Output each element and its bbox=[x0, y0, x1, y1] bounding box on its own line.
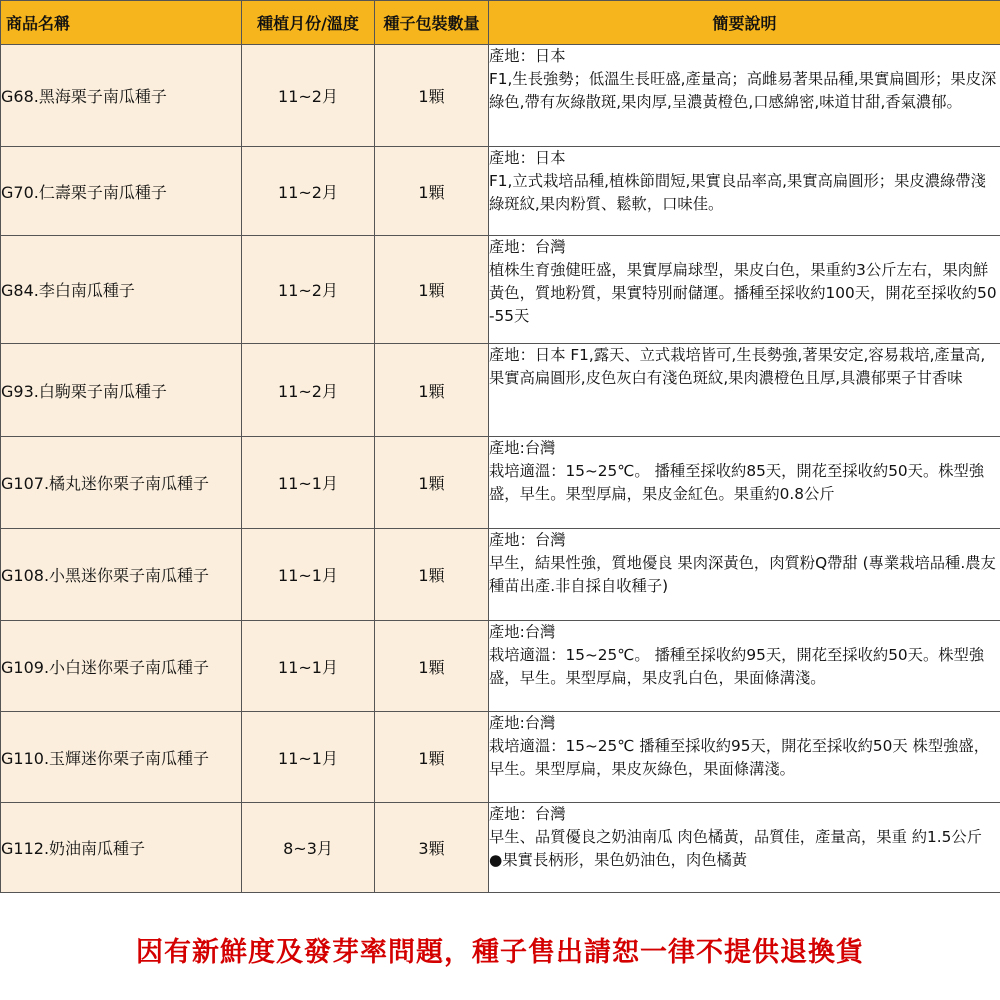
package-quantity: 1顆 bbox=[375, 147, 489, 236]
table-row bbox=[1, 712, 1000, 803]
package-quantity: 1顆 bbox=[375, 236, 489, 344]
planting-month: 11~2月 bbox=[242, 45, 375, 147]
planting-month: 11~1月 bbox=[242, 712, 375, 803]
table-row bbox=[1, 437, 1000, 529]
table-row bbox=[1, 45, 1000, 147]
description-origin: 產地:台灣 bbox=[489, 714, 556, 732]
description-origin: 產地：日本 bbox=[489, 149, 566, 167]
description-detail: 早生，結果性強，質地優良 果肉深黃色，肉質粉Q帶甜 (專業栽培品種.農友種苗出產.非自採自收種子) bbox=[489, 554, 996, 595]
header-planting-month: 種植月份/溫度 bbox=[242, 1, 375, 45]
description-origin: 產地:台灣 bbox=[489, 439, 556, 457]
description bbox=[489, 236, 1000, 344]
package-quantity: 1顆 bbox=[375, 437, 489, 529]
product-name: G108.小黑迷你栗子南瓜種子 bbox=[1, 529, 242, 621]
table-row bbox=[1, 621, 1000, 712]
description-origin: 產地：日本 F1,露天、立式栽培皆可,生長勢強,著果安定,容易栽培,產量高,果實高扁圓形,皮色灰白有淺色斑紋,果肉濃橙色且厚,具濃郁栗子甘香味 bbox=[489, 346, 986, 387]
table-row bbox=[1, 529, 1000, 621]
product-name: G112.奶油南瓜種子 bbox=[1, 803, 242, 893]
table-row bbox=[1, 147, 1000, 236]
package-quantity: 1顆 bbox=[375, 344, 489, 437]
planting-month: 11~1月 bbox=[242, 437, 375, 529]
description-detail: F1,立式栽培品種,植株節間短,果實良品率高,果實高扁圓形；果皮濃綠帶淺綠斑紋,果肉粉質、鬆軟，口味佳。 bbox=[489, 172, 986, 213]
header-product-name: 商品名稱 bbox=[1, 1, 242, 45]
description bbox=[489, 344, 1000, 437]
description bbox=[489, 803, 1000, 893]
description bbox=[489, 712, 1000, 803]
planting-month: 8~3月 bbox=[242, 803, 375, 893]
description bbox=[489, 529, 1000, 621]
product-name: G110.玉輝迷你栗子南瓜種子 bbox=[1, 712, 242, 803]
header-description: 簡要說明 bbox=[489, 1, 1000, 45]
header-package-quantity: 種子包裝數量 bbox=[375, 1, 489, 45]
description bbox=[489, 437, 1000, 529]
table-row bbox=[1, 236, 1000, 344]
description bbox=[489, 621, 1000, 712]
description-origin: 產地：台灣 bbox=[489, 531, 566, 549]
description-origin: 產地：台灣 bbox=[489, 805, 566, 823]
table-header-row bbox=[1, 1, 1000, 45]
description-origin: 產地:台灣 bbox=[489, 623, 556, 641]
package-quantity: 1顆 bbox=[375, 712, 489, 803]
package-quantity: 3顆 bbox=[375, 803, 489, 893]
table-row bbox=[1, 344, 1000, 437]
planting-month: 11~2月 bbox=[242, 236, 375, 344]
description-detail: 栽培適溫：15~25℃。 播種至採收約95天，開花至採收約50天。株型強盛，早生。果型厚扁，果皮乳白色，果面條溝淺。 bbox=[489, 646, 985, 687]
description-detail: 栽培適溫：15~25℃ 播種至採收約95天，開花至採收約50天 株型強盛，早生。果型厚扁，果皮灰綠色，果面條溝淺。 bbox=[489, 737, 990, 778]
package-quantity: 1顆 bbox=[375, 45, 489, 147]
description bbox=[489, 147, 1000, 236]
planting-month: 11~1月 bbox=[242, 621, 375, 712]
description-origin: 產地：日本 bbox=[489, 47, 566, 65]
planting-month: 11~1月 bbox=[242, 529, 375, 621]
planting-month: 11~2月 bbox=[242, 344, 375, 437]
product-name: G93.白駒栗子南瓜種子 bbox=[1, 344, 242, 437]
no-return-notice: 因有新鮮度及發芽率問題，種子售出請恕一律不提供退換貨 bbox=[136, 937, 864, 968]
description-detail: 栽培適溫：15~25℃。 播種至採收約85天，開花至採收約50天。株型強盛，早生。果型厚扁，果皮金紅色。果重約0.8公斤 bbox=[489, 462, 985, 503]
product-name: G107.橘丸迷你栗子南瓜種子 bbox=[1, 437, 242, 529]
planting-month: 11~2月 bbox=[242, 147, 375, 236]
description-origin: 產地：台灣 bbox=[489, 238, 566, 256]
package-quantity: 1顆 bbox=[375, 529, 489, 621]
description-detail: 植株生育強健旺盛，果實厚扁球型，果皮白色，果重約3公斤左右，果肉鮮黃色，質地粉質，果實特別耐儲運。播種至採收約100天，開花至採收約50-55天 bbox=[489, 261, 997, 325]
description bbox=[489, 45, 1000, 147]
description-detail: F1,生長強勢；低溫生長旺盛,產量高；高雌易著果品種,果實扁圓形；果皮深綠色,帶有灰綠散斑,果肉厚,呈濃黃橙色,口感綿密,味道甘甜,香氣濃郁。 bbox=[489, 70, 997, 111]
product-name: G70.仁壽栗子南瓜種子 bbox=[1, 147, 242, 236]
product-name: G68.黑海栗子南瓜種子 bbox=[1, 45, 242, 147]
product-name: G84.李白南瓜種子 bbox=[1, 236, 242, 344]
package-quantity: 1顆 bbox=[375, 621, 489, 712]
product-name: G109.小白迷你栗子南瓜種子 bbox=[1, 621, 242, 712]
description-detail: 早生、品質優良之奶油南瓜 肉色橘黃，品質佳，產量高，果重 約1.5公斤 ●果實長柄形，果色奶油色，肉色橘黃 bbox=[489, 828, 982, 869]
table-row bbox=[1, 803, 1000, 893]
